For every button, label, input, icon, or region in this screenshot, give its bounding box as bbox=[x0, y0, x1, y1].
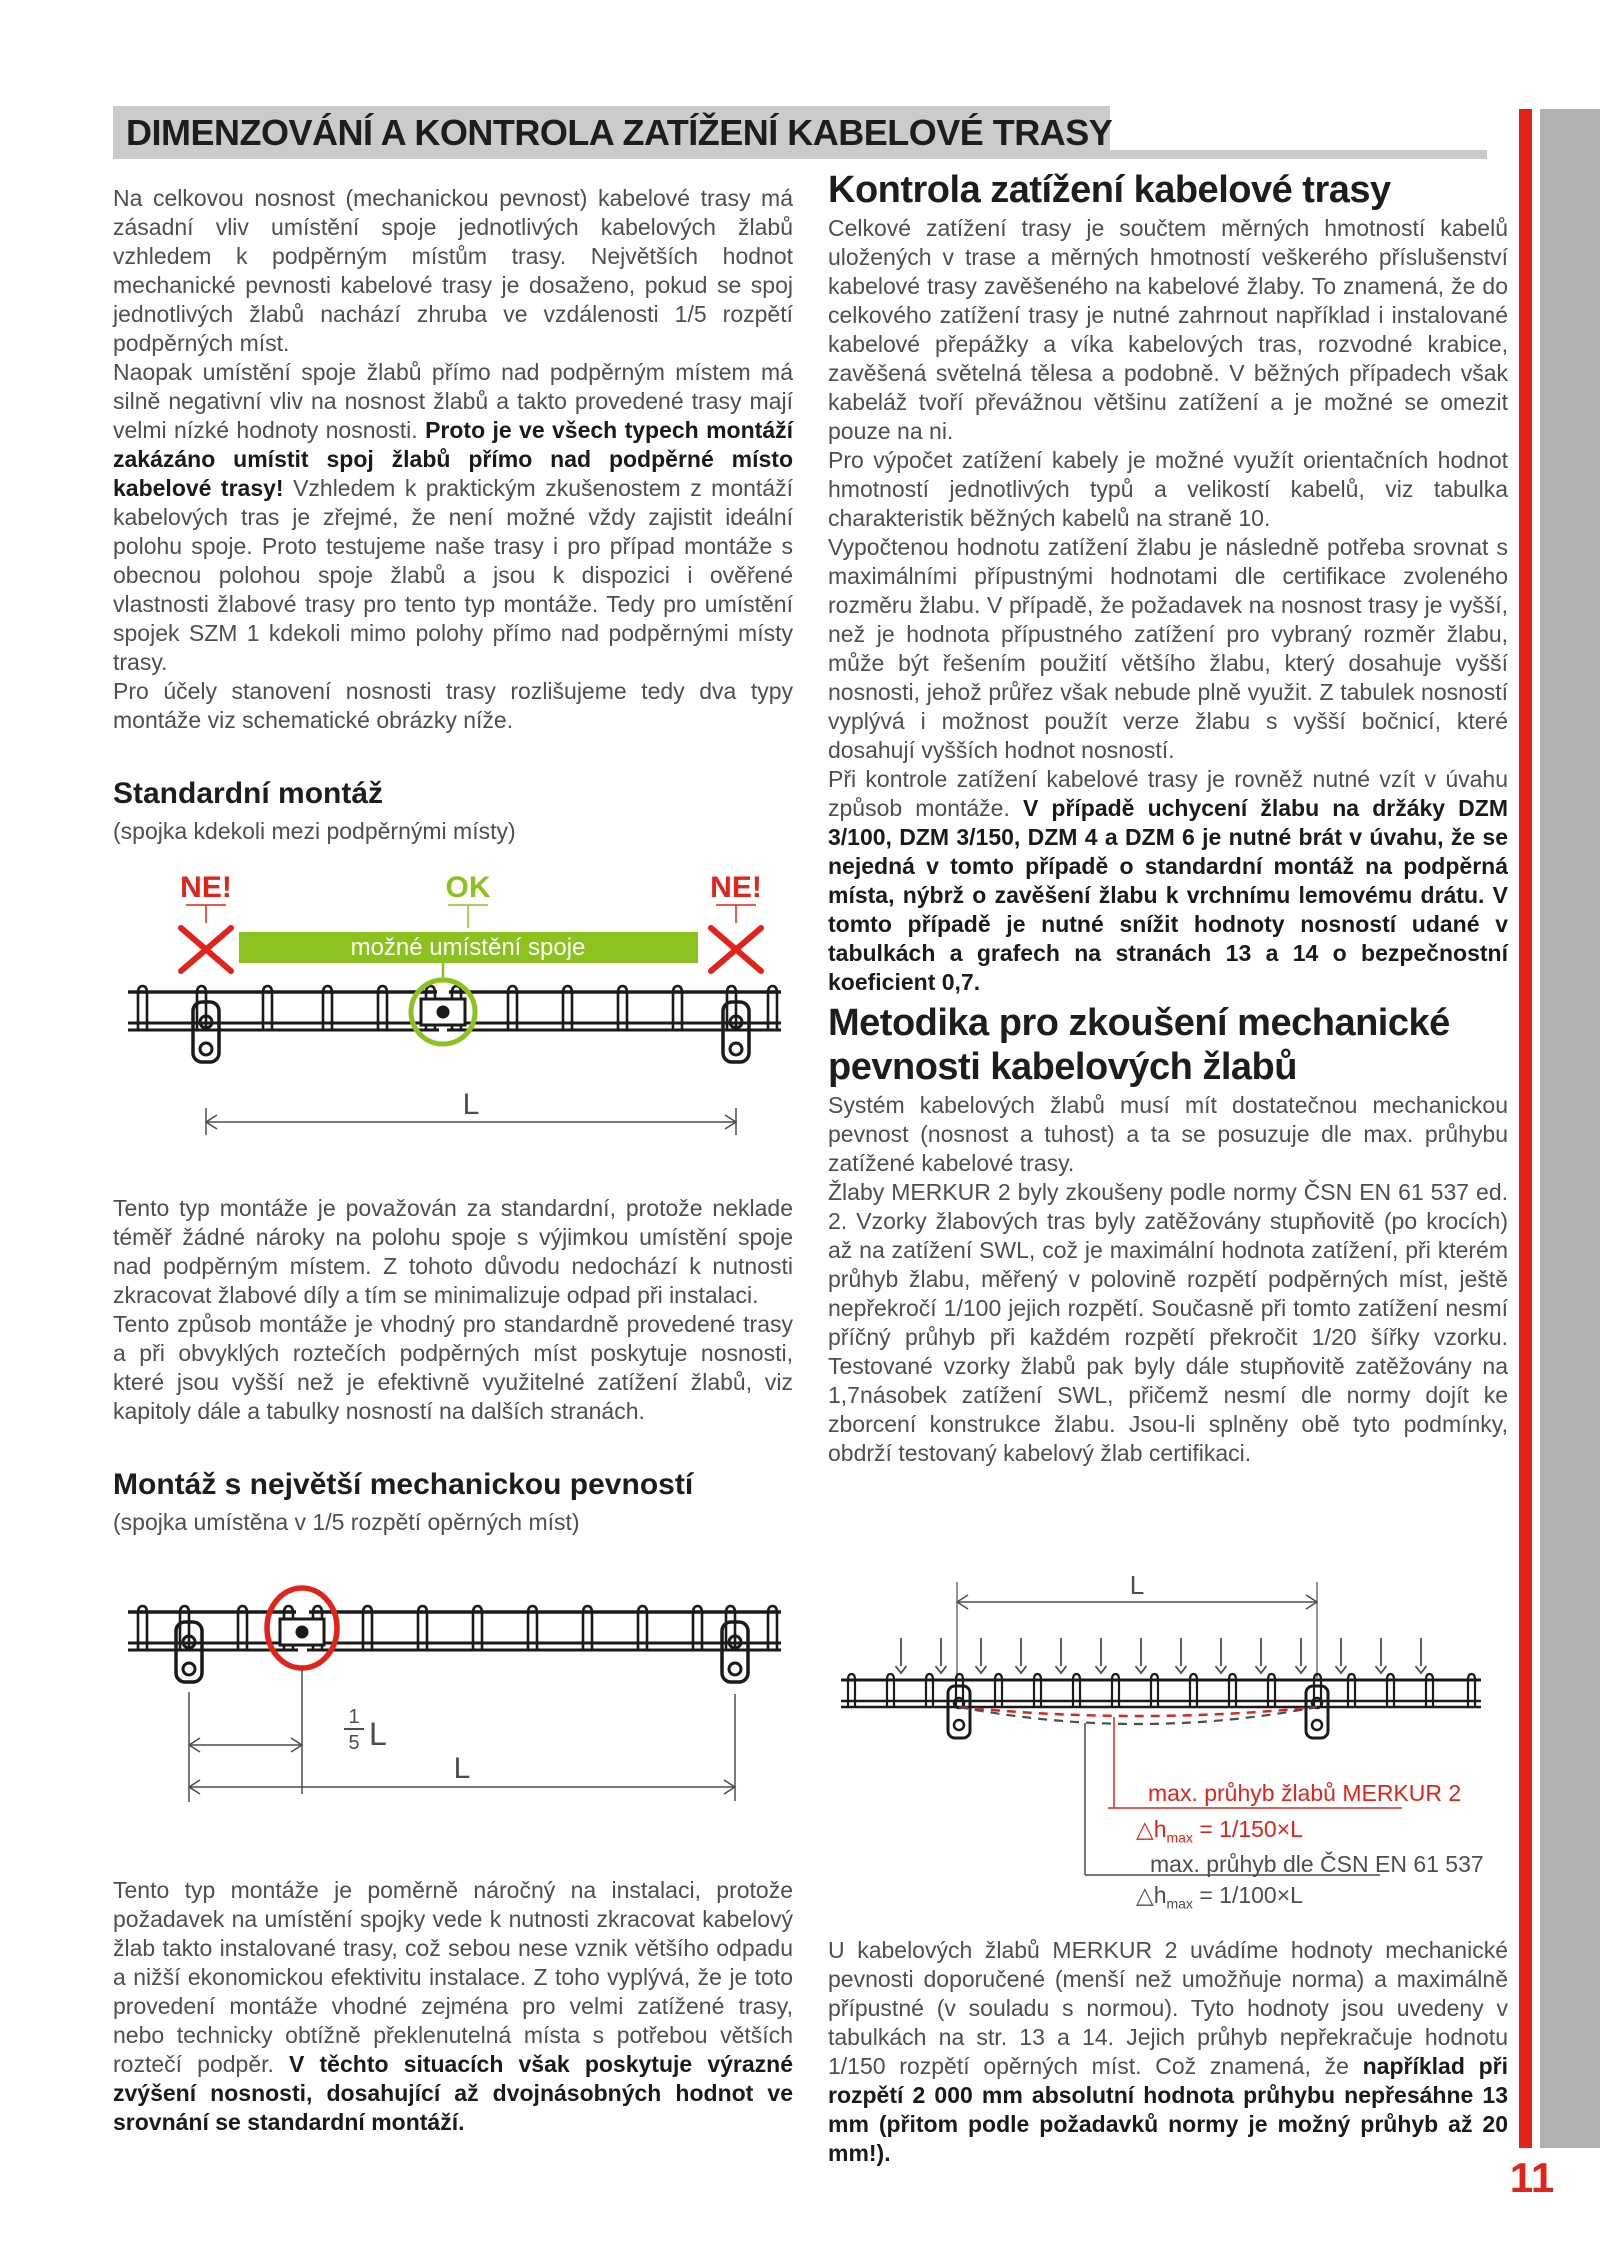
edge-strip bbox=[1540, 109, 1600, 2148]
diagram-strongest-mount-drawing bbox=[113, 1575, 793, 1815]
left-column-text-2 bbox=[113, 1194, 793, 1537]
merkur-deflection-formula bbox=[1136, 1816, 1303, 1851]
paragraph: Tento typ montáže je považován za standardní, protože neklade téměř žádné nároky na polohu spoje s výjimkou umístění spoje nad podpěrným místem. Z tohoto důvodu nedochází k nutnosti zkracovat žlabové díly a tím se minimalizuje odpad při instalaci. bbox=[113, 1195, 793, 1308]
paragraph: Na celkovou nosnost (mechanickou pevnost) kabelové trasy má zásadní vliv umístění spoje jednotlivých kabelových žlabů vzhledem k podpěrným místům trasy. Největších hodnot mechanické pevnosti kabelové trasy je dosaženo, pokud se spoj jednotlivých žlabů nachází zhruba ve vzdálenosti 1/5 rozpětí podpěrných míst. bbox=[113, 185, 793, 356]
formula-subscript: max bbox=[1166, 1895, 1193, 1912]
fraction-denominator: 5 bbox=[348, 1732, 360, 1754]
load-arrows bbox=[896, 1638, 1427, 1673]
no-label-leader-left bbox=[186, 905, 226, 923]
accent-bar bbox=[1519, 109, 1532, 2148]
formula-subscript: max bbox=[1166, 1829, 1193, 1846]
left-column-text-3 bbox=[113, 1876, 793, 2137]
span-dimension-label: L bbox=[1129, 1570, 1145, 1600]
page-title: DIMENZOVÁNÍ A KONTROLA ZATÍŽENÍ KABELOVÉ TRASY bbox=[126, 112, 1113, 153]
norm-deflection-label: max. průhyb dle ČSN EN 61 537 bbox=[1150, 1851, 1484, 1877]
joint-connector bbox=[280, 1619, 324, 1645]
ok-label-leader bbox=[448, 905, 488, 928]
ok-label: OK bbox=[445, 871, 491, 904]
paragraph bbox=[113, 358, 793, 677]
paragraph-bold: například při rozpětí 2 000 mm absolutní hodnota průhybu nepřesáhne 13 mm (přitom podle požadavků normy je možný průhyb až 20 mm!). bbox=[828, 2053, 1508, 2166]
no-label-left: NE! bbox=[180, 871, 232, 904]
diagram-standard-mount bbox=[113, 865, 793, 1135]
cable-tray-drawing bbox=[128, 1612, 781, 1650]
paragraph bbox=[828, 1936, 1508, 2168]
diagram-standard-mount-drawing bbox=[113, 865, 793, 1135]
prohibited-x-icon bbox=[711, 928, 761, 971]
paragraph-text: Vzhledem k praktickým zkušenostem z montáží kabelových tras je zřejmé, že není možné vždy zajistit ideální polohu spoje. Proto testujeme naše trasy i pro případ montáže s obecnou polohou spoje žlabů a jsou k dispozici i ověřené vlastnosti žlabové trasy pro tento typ montáže. Tedy pro umístění spojek SZM 1 kdekoli mimo polohy přímo nad podpěrnými místy trasy. bbox=[113, 475, 793, 675]
formula-rest: = 1/150×L bbox=[1192, 1816, 1303, 1842]
formula-symbol: △h bbox=[1136, 1816, 1167, 1842]
section-subtitle: (spojka umístěna v 1/5 rozpětí opěrných míst) bbox=[113, 1509, 580, 1535]
paragraph-bold: V těchto situacích však poskytuje výrazné zvýšení nosnosti, dosahující až dvojnásobných hodnot ve srovnání se standardní montáží. bbox=[113, 2051, 793, 2135]
diagram-strongest-mount bbox=[113, 1575, 793, 1815]
paragraph: Pro výpočet zatížení kabely je možné využít orientačních hodnot hmotností jednotlivých typů a velikostí kabelů, viz tabulka charakteristik běžných kabelů na straně 10. bbox=[828, 447, 1508, 531]
paragraph: Tento způsob montáže je vhodný pro standardně provedené trasy a při obvyklých roztečích podpěrných míst poskytuje nosnosti, které jsou vyšší než je efektivně využitelné zatížení žlabů, viz kapitoly dále a tabulky nosností na dalších stranách. bbox=[113, 1311, 793, 1424]
paragraph-text: Naopak umístění spoje žlabů přímo nad podpěrným místem má silně negativní vliv na nosnost žlabů a takto provedené trasy mají velmi nízké hodnoty nosnosti. bbox=[113, 359, 793, 443]
diagram-deflection-test bbox=[828, 1570, 1508, 1920]
support-bracket bbox=[1306, 1686, 1328, 1738]
merkur-deflection-label: max. průhyb žlabů MERKUR 2 bbox=[1148, 1780, 1462, 1806]
right-column-text-1 bbox=[828, 168, 1508, 1468]
paragraph: Celkové zatížení trasy je součtem měrných hmotností kabelů uložených v trase a měrných hmotností veškerého příslušenství kabelové trasy zavěšeného na kabelové žlaby. To znamená, že do celkového zatížení trasy je nutné zahrnout například i instalované kabelové přepážky a víka kabelových tras, rozvodné krabice, zavěšená světelná tělesa a podobně. V běžných případech však kabeláž tvoří převážnou většinu zatížení a je možné se omezit pouze na ni. bbox=[828, 215, 1508, 444]
formula-symbol: △h bbox=[1136, 1882, 1167, 1908]
fraction-unit: L bbox=[369, 1716, 387, 1752]
paragraph-text: U kabelových žlabů MERKUR 2 uvádíme hodnoty mechanické pevnosti doporučené (menší než umožňuje norma) a maximálně přípustné (v souladu s normou). Tyto hodnoty jsou uvedeny v tabulkách na str. 13 a 14. Jejich průhyb nepřekračuje hodnotu 1/150 rozpětí opěrných míst. Což znamená, že bbox=[828, 1937, 1508, 2079]
norm-deflection-formula bbox=[1136, 1882, 1303, 1917]
cable-tray-drawing bbox=[841, 1680, 1481, 1707]
support-bracket bbox=[948, 1686, 970, 1738]
page-number: 11 bbox=[1509, 2154, 1555, 2201]
no-label-leader-right bbox=[716, 905, 756, 923]
paragraph-text: Při kontrole zatížení kabelové trasy je rovněž nutné vzít v úvahu způsob montáže. bbox=[828, 766, 1508, 821]
section-heading-strongest-mount: Montáž s největší mechanickou pevností bbox=[113, 1468, 694, 1501]
dimension-line-fifth bbox=[189, 1738, 302, 1752]
paragraph: Systém kabelových žlabů musí mít dostatečnou mechanickou pevnost (nosnost a tuhost) a ta se posuzuje dle max. průhybu zatížené kabelové trasy. bbox=[828, 1092, 1508, 1176]
fifth-span-label bbox=[344, 1706, 387, 1754]
paragraph bbox=[828, 765, 1508, 997]
paragraph: Žlaby MERKUR 2 byly zkoušeny podle normy ČSN EN 61 537 ed. 2. Vzorky žlabových tras byly zatěžovány stupňovitě (po krocích) až na zatížení SWL, což je maximální hodnota zatížení, při kterém průhyb žlabu, měřený v polovině rozpětí podpěrných míst, ještě nepřekročí 1/100 jejich rozpětí. Současně při tomto zatížení nesmí příčný průhyb při každém rozpětí překročit 1/20 šířky vzorku. Testované vzorky žlabů pak byly dále stupňovitě zatěžovány na 1,7násobek zatížení SWL, přičemž nesmí dle normy dojít ke zborcení konstrukce žlabu. Jsou-li splněny obě tyto podmínky, obdrží testovaný kabelový žlab certifikaci. bbox=[828, 1179, 1508, 1466]
paragraph: Pro účely stanovení nosnosti trasy rozlišujeme tedy dva typy montáže viz schematické obrázky níže. bbox=[113, 678, 793, 733]
paragraph bbox=[113, 1876, 793, 2137]
formula-rest: = 1/100×L bbox=[1192, 1882, 1303, 1908]
joint-connector bbox=[421, 999, 465, 1025]
section-heading-test-method: Metodika pro zkoušení mechanické pevnosti kabelových žlabů bbox=[828, 1002, 1450, 1088]
paragraph-text: Tento typ montáže je poměrně náročný na instalaci, protože požadavek na umístění spojky vede k nutnosti zkracovat kabelový žlab takto instalované trasy, což sebou nese vznik většího odpadu a nižší ekonomickou efektivitu instalace. Z toho vyplývá, že je toto provedení montáže vhodné zejména pro velmi zatížené trasy, nebo technicky obtížně překlenutelná místa s potřebou větších roztečí podpěr. bbox=[113, 1877, 793, 2077]
paragraph-bold: Proto je ve všech typech montáží zakázáno umístit spoj žlabů přímo nad podpěrné místo kabelové trasy! bbox=[113, 417, 793, 501]
right-column-text-2 bbox=[828, 1936, 1508, 2168]
section-heading-load-check: Kontrola zatížení kabelové trasy bbox=[828, 169, 1391, 211]
prohibited-x-icon bbox=[181, 928, 231, 971]
no-label-right: NE! bbox=[710, 871, 762, 904]
section-heading-standard-mount: Standardní montáž bbox=[113, 777, 384, 810]
title-bar bbox=[113, 106, 1113, 159]
left-column-text-1 bbox=[113, 184, 793, 846]
span-dimension-label: L bbox=[462, 1088, 480, 1121]
section-subtitle: (spojka kdekoli mezi podpěrnými místy) bbox=[113, 818, 516, 844]
span-dimension-label: L bbox=[453, 1752, 471, 1785]
paragraph: Vypočtenou hodnotu zatížení žlabu je následně potřeba srovnat s maximálními přípustnými hodnotami dle certifikace zvoleného rozměru žlabu. V případě, že požadavek na nosnost trasy je vyšší, než je hodnota přípustného zatížení pro vybraný rozměr žlabu, může být řešením použití většího žlabu, který dosahuje vyšší nosnosti, jehož průřez však nebude plně využit. Z tabulek nosností vyplývá i možnost použít verze žlabu s vyšší bočnicí, které dosahují vyšších hodnot nosností. bbox=[828, 534, 1508, 763]
paragraph-bold: V případě uchycení žlabu na držáky DZM 3/100, DZM 3/150, DZM 4 a DZM 6 je nutné brát v úvahu, že se nejedná v tomto případě o standardní montáž na podpěrná místa, nýbrž o zavěšení žlabu k vrchnímu lemovému drátu. V tomto případě je nutné snížit hodnoty nosností udané v tabulkách a grafech na stranách 13 a 14 o bezpečnostní koeficient 0,7. bbox=[828, 795, 1508, 995]
joint-zone-label: možné umístění spoje bbox=[350, 934, 586, 961]
fraction-numerator: 1 bbox=[348, 1706, 360, 1728]
